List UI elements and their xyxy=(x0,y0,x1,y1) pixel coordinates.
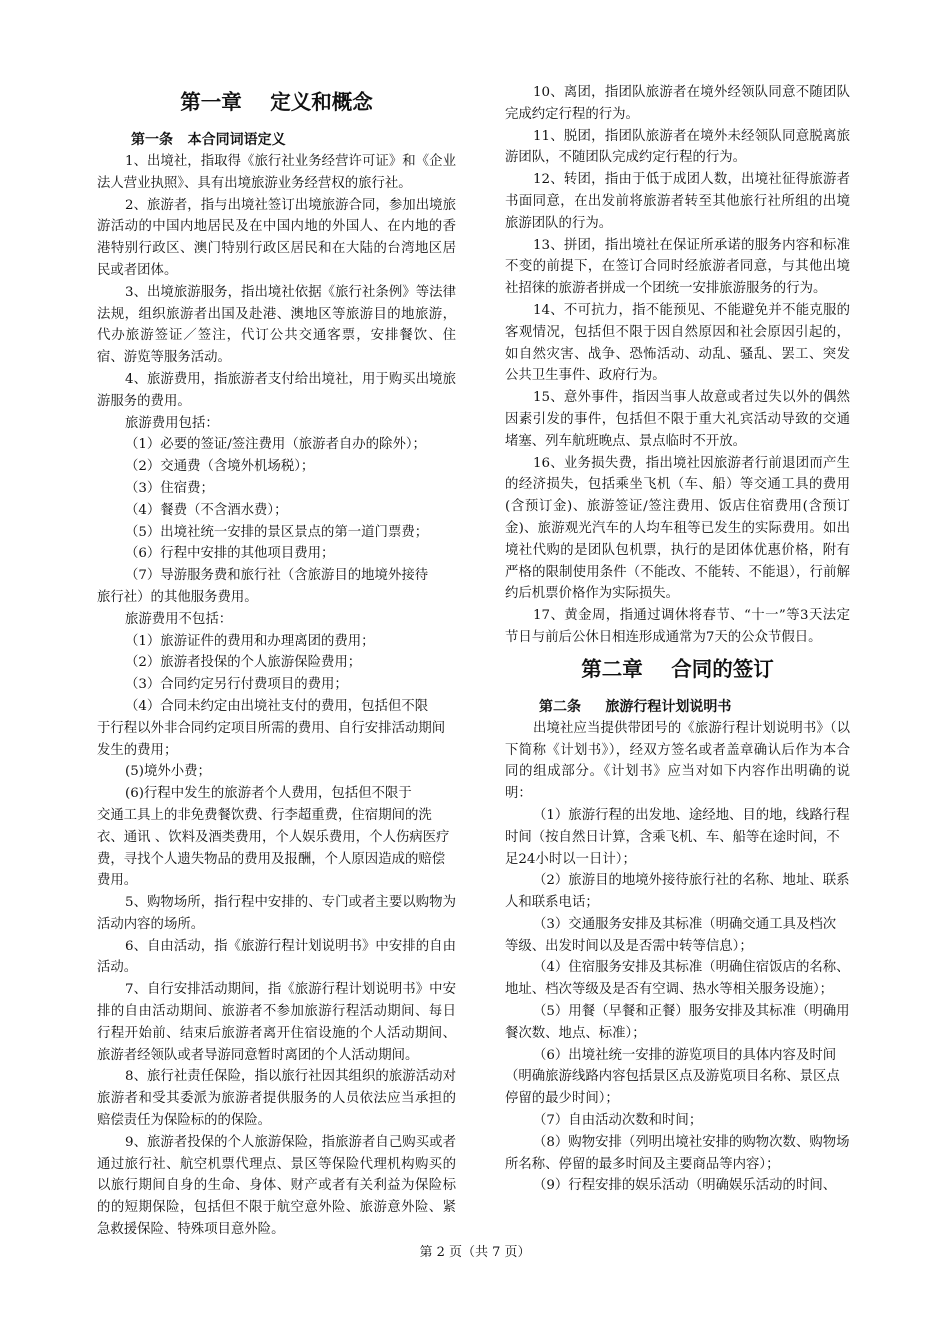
paragraph: 15、意外事件，指因当事人故意或者过失以外的偶然因素引发的事件，包括但不限于重大礼宾活动导致的交通堵塞、列车航班晚点、景点临时不开放。 xyxy=(505,390,850,449)
page-footer: 第 2 页（共 7 页） xyxy=(419,1245,531,1260)
list-item: （6）出境社统一安排的游览项目的具体内容及时间 xyxy=(533,1047,837,1063)
list-item: （3）交通服务安排及其标准（明确交通工具及档次 xyxy=(533,916,837,932)
list-item: （4）餐费（不含酒水费）； xyxy=(125,502,288,518)
list-item: （4）合同未约定由出境社支付的费用，包括但不限 xyxy=(125,698,429,714)
list-item: （2）旅游者投保的个人旅游保险费用； xyxy=(125,655,362,671)
list-item: （5）用餐（早餐和正餐）服务安排及其标准（明确用 xyxy=(533,1004,850,1020)
paragraph-continuation: 交通工具上的非免费餐饮费、行李超重费，住宿期间的洗衣、通讯 、饮料及酒类费用，个人娱乐费用，个人伤病医疗费，寻找个人遗失物品的费用及报酬，个人原因造成的赔偿费用。 xyxy=(97,807,450,889)
list-item: （7）自由活动次数和时间； xyxy=(533,1113,703,1129)
chapter-heading: 第一章 定义和概念 xyxy=(180,90,373,114)
list-item: （7）导游服务费和旅行社（含旅游目的地境外接待 xyxy=(125,568,429,584)
list-item: (5)境外小费； xyxy=(125,764,211,780)
chapter-heading: 第二章 合同的签订 xyxy=(581,656,774,681)
paragraph: 旅游费用包括： xyxy=(125,415,219,431)
paragraph-continuation: 地址、档次等级及是否有空调、热水等相关服务设施）； xyxy=(505,982,834,998)
paragraph: 旅游费用不包括： xyxy=(125,611,233,627)
list-item: （4）住宿服务安排及其标准（明确住宿饭店的名称、 xyxy=(533,960,850,976)
article-heading: 第二条 旅游行程计划说明书 xyxy=(539,698,732,715)
list-item: （2）旅游目的地境外接待旅行社的名称、地址、联系 xyxy=(533,873,850,889)
paragraph: 8、旅行社责任保险，指以旅行社因其组织的旅游活动对旅游者和受其委派为旅游者提供服务的人员依法应当承担的赔偿责任为保险标的的保险。 xyxy=(97,1069,456,1129)
paragraph-continuation: 人和联系电话； xyxy=(505,895,599,911)
paragraph: 6、自由活动，指《旅游行程计划说明书》中安排的自由活动。 xyxy=(97,938,456,976)
paragraph: 5、购物场所，指行程中安排的、专门或者主要以购物为活动内容的场所。 xyxy=(97,895,456,932)
right-column xyxy=(505,82,850,1197)
paragraph: 3、出境旅游服务，指出境社依据《旅行社条例》等法律法规，组织旅游者出国及赴港、澳地区等旅游目的地旅游，代办旅游签证／签注，代订公共交通客票，安排餐饮、住宿、游览等服务活动。 xyxy=(97,284,456,366)
paragraph: 16、业务损失费，指出境社因旅游者行前退团而产生的经济损失，包括乘坐飞机（车、船）等交通工具的费用(含预订金)、旅游签证/签注费用、饭店住宿费用(含预订金)、旅游观光汽车的人均车租等已发生的实际费用。如出境社代购的是团队包机票，执行的是团体优惠价格，附有严格的限制使用条件（不能改、不能转、不能退），行前解约后机票价格作为实际损失。 xyxy=(505,455,850,602)
list-item: （1）旅游行程的出发地、途经地、目的地，线路行程 xyxy=(533,807,850,823)
list-item: （5）出境社统一安排的景区景点的第一道门票费； xyxy=(125,524,429,540)
paragraph: 出境社应当提供带团号的《旅游行程计划说明书》（以下简称《计划书》），经双方签名或者盖章确认后作为本合同的组成部分。《计划书》应当对如下内容作出明确的说明： xyxy=(505,720,850,802)
paragraph-continuation: 时间（按自然日计算，含乘飞机、车、船等在途时间，不足24小时以一日计）； xyxy=(505,829,840,867)
left-column xyxy=(97,82,456,1241)
list-item: （9）行程安排的娱乐活动（明确娱乐活动的时间、 xyxy=(533,1178,837,1194)
list-item: （3）住宿费； xyxy=(125,480,214,496)
list-item: （8）购物安排（列明出境社安排的购物次数、购物场 xyxy=(533,1134,850,1150)
paragraph: 10、离团，指团队旅游者在境外经领队同意不随团队完成约定行程的行为。 xyxy=(505,85,850,122)
list-item: （1）旅游证件的费用和办理离团的费用； xyxy=(125,633,375,649)
paragraph: 14、不可抗力，指不能预见、不能避免并不能克服的客观情况，包括但不限于因自然原因和社会原因引起的，如自然灾害、战争、恐怖活动、动乱、骚乱、罢工、突发公共卫生事件、政府行为。 xyxy=(505,302,850,384)
list-item: （6）行程中安排的其他项目费用； xyxy=(125,546,335,562)
article-heading: 第一条 本合同词语定义 xyxy=(131,132,286,148)
paragraph: 1、出境社，指取得《旅行社业务经营许可证》和《企业法人营业执照》、具有出境旅游业务经营权的旅行社。 xyxy=(97,154,456,191)
paragraph: 7、自行安排活动期间，指《旅游行程计划说明书》中安排的自由活动期间、旅游者不参加旅游行程活动期间、每日行程开始前、结束后旅游者离开住宿设施的个人活动期间、旅游者经领队或者导游同意暂时离团的个人活动期间。 xyxy=(97,982,456,1063)
paragraph: 13、拼团，指出境社在保证所承诺的服务内容和标准不变的前提下，在签订合同时经旅游者同意，与其他出境社招徕的旅游者拼成一个团统一安排旅游服务的行为。 xyxy=(505,237,850,297)
list-item: （2）交通费（含境外机场税）； xyxy=(125,459,315,475)
paragraph-continuation: 旅行社）的其他服务费用。 xyxy=(97,589,258,605)
list-item: （1）必要的签证/签注费用（旅游者自办的除外）； xyxy=(125,437,426,453)
paragraph: 9、旅游者投保的个人旅游保险，指旅游者自己购买或者通过旅行社、航空机票代理点、景区等保险代理机构购买的以旅行期间自身的生命、身体、财产或者有关利益为保险标的的短期保险，包括但不限于航空意外险、旅游意外险、紧急救援保险、特殊项目意外险。 xyxy=(97,1134,456,1238)
paragraph-continuation: 所名称、停留的最多时间及主要商品等内容）； xyxy=(505,1156,780,1172)
list-item: （3）合同约定另行付费项目的费用； xyxy=(125,677,348,693)
paragraph-continuation: 餐次数、地点、标准）； xyxy=(505,1025,646,1041)
paragraph: 4、旅游费用，指旅游者支付给出境社，用于购买出境旅游服务的费用。 xyxy=(97,371,456,409)
list-item: (6)行程中发生的旅游者个人费用，包括但不限于 xyxy=(125,786,412,802)
paragraph: 12、转团，指由于低于成团人数，出境社征得旅游者书面同意，在出发前将旅游者转至其他旅行社所组的出境旅游团队的行为。 xyxy=(505,172,850,231)
paragraph-continuation: （明确旅游线路内容包括景区点及游览项目名称、景区点停留的最少时间）； xyxy=(505,1069,840,1107)
paragraph: 11、脱团，指团队旅游者在境外未经领队同意脱离旅游团队，不随团队完成约定行程的行为。 xyxy=(505,128,850,166)
paragraph: 17、黄金周，指通过调休将春节、“十一”等3天法定节日与前后公休日相连形成通常为7天的公众节假日。 xyxy=(505,608,850,645)
paragraph-continuation: 于行程以外非合同约定项目所需的费用、自行安排活动期间发生的费用； xyxy=(97,720,446,758)
paragraph-continuation: 等级、出发时间以及是否需中转等信息）； xyxy=(505,938,753,954)
paragraph: 2、旅游者，指与出境社签订出境旅游合同，参加出境旅游活动的中国内地居民及在中国内地的外国人、在内地的香港特别行政区、澳门特别行政区居民和在大陆的台湾地区居民或者团体。 xyxy=(97,197,456,278)
